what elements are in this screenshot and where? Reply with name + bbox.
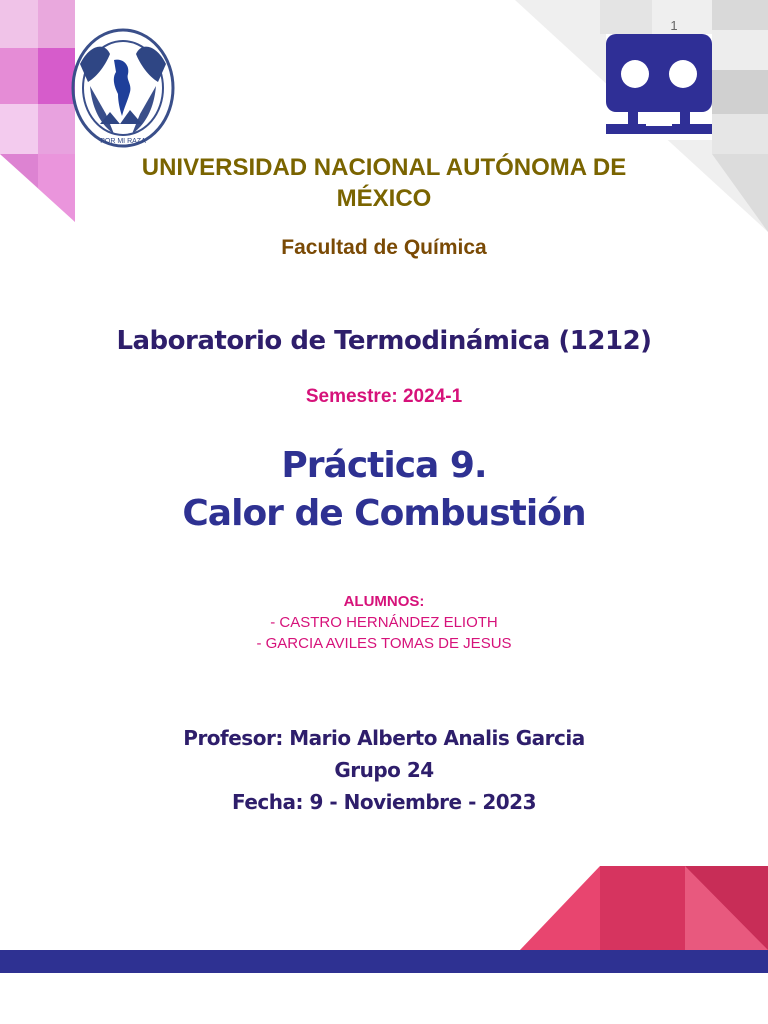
student-name: - CASTRO HERNÁNDEZ ELIOTH — [270, 614, 498, 631]
date: Fecha: 9 - Noviembre - 2023 — [231, 790, 537, 814]
student-name: - GARCIA AVILES TOMAS DE JESUS — [256, 635, 512, 652]
students-heading: ALUMNOS: — [343, 593, 425, 610]
practice-number: Práctica 9. — [281, 445, 487, 486]
unam-seal-icon — [70, 24, 176, 148]
professor: Profesor: Mario Alberto Analis Garcia — [183, 726, 585, 750]
faculty-name: Facultad de Química — [281, 236, 487, 259]
svg-text:POR MI RAZA: POR MI RAZA — [100, 138, 146, 145]
lab-title: Laboratorio de Termodinámica (1212) — [116, 326, 652, 356]
practice-title: Calor de Combustión — [182, 493, 586, 534]
group: Grupo 24 — [334, 758, 434, 782]
semester: Semestre: 2024-1 — [305, 386, 463, 407]
university-name: UNIVERSIDAD NACIONAL AUTÓNOMA DE MÉXICO — [141, 154, 627, 212]
page-number: 1 — [670, 18, 678, 33]
faculty-logo-icon — [606, 34, 712, 140]
